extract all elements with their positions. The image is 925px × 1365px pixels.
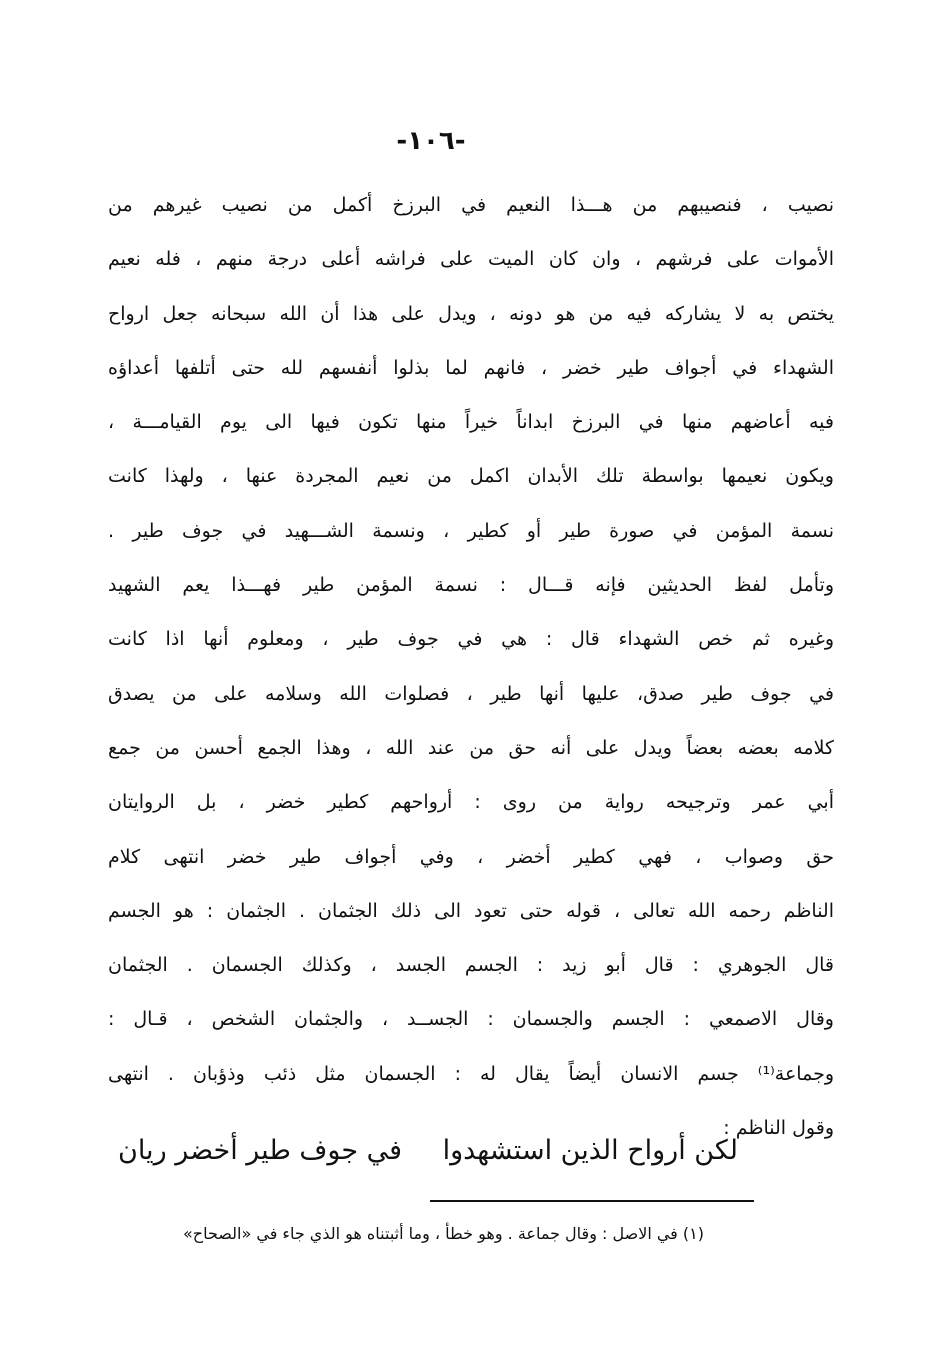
text-line: وقول الناظم : (723, 1117, 834, 1140)
text-line: نسمة المؤمن في صورة طير أو كطير ، ونسمة الشـــهيد في جوف طير . (108, 519, 834, 542)
text-line: وتأمل لفظ الحديثين فإنه قـــال : نسمة المؤمن طير فهـــذا يعم الشهيد (108, 574, 834, 597)
text-line: الشهداء في أجواف طير خضر ، فانهم لما بذلوا أنفسهم لله حتى أتلفها أعداؤه (108, 356, 834, 379)
footnote: (١) في الاصل : وقال جماعة . وهو خطأ ، وما أثبتناه هو الذي جاء في «الصحاح» (182, 1224, 704, 1243)
text-line: الأموات على فرشهم ، وان كان الميت على فراشه أعلى درجة منهم ، فله نعيم (108, 248, 834, 271)
text-line: وغيره ثم خص الشهداء قال : هي في جوف طير ، ومعلوم أنها اذا كانت (108, 628, 834, 651)
footnote-divider (430, 1200, 754, 1202)
text-line: وجماعة⁽¹⁾ جسم الانسان أيضاً يقال له : الجسمان مثل ذئب وذؤبان . انتهى (108, 1062, 834, 1085)
text-line: حق وصواب ، فهي كطير أخضر ، وفي أجواف طير خضر انتهى كلام (108, 845, 834, 868)
verse-second-hemistich: في جوف طير أخضر ريان (118, 1134, 403, 1166)
text-line: نصيب ، فنصيبهم من هـــذا النعيم في البرزخ أكمل من نصيب غيرهم من (108, 194, 834, 216)
text-line: يختص به لا يشاركه فيه من هو دونه ، ويدل على هذا أن الله سبحانه جعل ارواح (108, 302, 834, 325)
body-text (108, 178, 834, 1155)
text-line: فيه أعاضهم منها في البرزخ ابداناً خيراً منها تكون فيها الى يوم القيامـــة ، (108, 411, 834, 434)
text-line: الناظم رحمه الله تعالى ، قوله حتى تعود الى ذلك الجثمان . الجثمان : هو الجسم (108, 899, 834, 922)
text-line: ويكون نعيمها بواسطة تلك الأبدان اكمل من نعيم المجردة عنها ، ولهذا كانت (108, 465, 834, 488)
poetry-verse (118, 1125, 738, 1175)
text-line: قال الجوهري : قال أبو زيد : الجسم الجسد ، وكذلك الجسمان . الجثمان (108, 954, 834, 977)
text-line: أبي عمر وترجيحه رواية من روى : أرواحهم كطير خضر ، بل الروايتان (108, 791, 834, 814)
text-line: في جوف طير صدق، عليها أنها طير ، فصلوات الله وسلامه على من يصدق (108, 682, 834, 705)
page-number: -١٠٦- (396, 126, 466, 156)
text-line: وقال الاصمعي : الجسم والجسمان : الجســد ، والجثمان الشخص ، قـال : (108, 1008, 834, 1031)
verse-first-hemistich: لكن أرواح الذين استشهدوا (442, 1134, 738, 1166)
text-line: كلامه بعضه بعضاً ويدل على أنه حق من عند الله ، وهذا الجمع أحسن من جمع (108, 736, 834, 759)
